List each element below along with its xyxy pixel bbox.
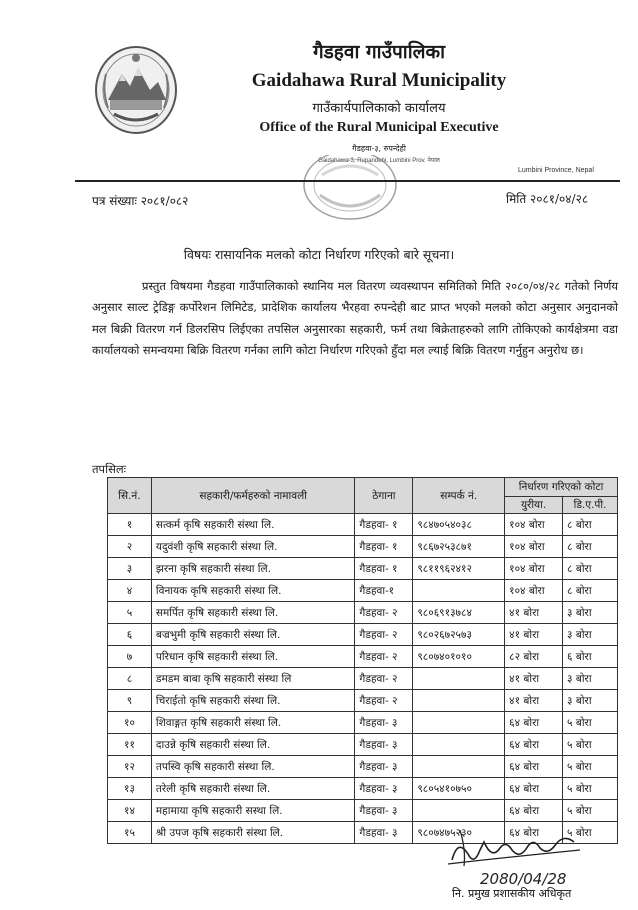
cell-urea: ६४ बोरा — [505, 712, 563, 734]
table-row — [108, 602, 618, 624]
table-row — [108, 668, 618, 690]
cell-contact: ९८११९६२४१२ — [413, 558, 505, 580]
cell-name: श्री उपज कृषि सहकारी संस्था लि. — [151, 822, 355, 844]
table-row — [108, 536, 618, 558]
cell-contact — [413, 690, 505, 712]
cell-contact: ९८४७०५४०३८ — [413, 514, 505, 536]
cell-sn: ६ — [108, 624, 152, 646]
cell-urea: १०४ बोरा — [505, 514, 563, 536]
province-label: Lumbini Province, Nepal — [518, 167, 594, 174]
table-body — [108, 514, 618, 844]
cell-urea: ६४ बोरा — [505, 800, 563, 822]
cell-contact: ९८०७४०१०१० — [413, 646, 505, 668]
cell-dap: ५ बोरा — [563, 734, 618, 756]
cell-urea: ४१ बोरा — [505, 602, 563, 624]
cell-urea: १०४ बोरा — [505, 536, 563, 558]
cell-urea: १०४ बोरा — [505, 580, 563, 602]
cell-sn: १४ — [108, 800, 152, 822]
cell-name: परिधान कृषि सहकारी संस्था लि. — [151, 646, 355, 668]
cell-name: तपस्वि कृषि सहकारी संस्था लि. — [151, 756, 355, 778]
cell-dap: ३ बोरा — [563, 690, 618, 712]
cell-address: गैडहवा- १ — [355, 536, 413, 558]
cell-address: गैडहवा- २ — [355, 602, 413, 624]
cell-name: यदुवंशी कृषि सहकारी संस्था लि. — [151, 536, 355, 558]
cell-name: विनायक कृषि सहकारी संस्था लि. — [151, 580, 355, 602]
cell-name: डमडम बाबा कृषि सहकारी संस्था लि — [151, 668, 355, 690]
signature-date-text: 2080/04/28 — [480, 870, 567, 888]
table-row — [108, 756, 618, 778]
header-contact: सम्पर्क नं. — [413, 478, 505, 514]
cell-dap: ८ बोरा — [563, 580, 618, 602]
header-name: सहकारी/फर्महरुको नामावली — [151, 478, 355, 514]
subject-line: विषयः रासायनिक मलको कोटा निर्धारण गरिएको बारे सूचना। — [183, 247, 455, 262]
address-english: Gaidahawa-3, Rupandehi, Lumbini Prov. नेपाल — [318, 158, 440, 164]
cell-contact — [413, 668, 505, 690]
header-sn: सि.नं. — [108, 478, 152, 514]
cell-address: गैडहवा- २ — [355, 668, 413, 690]
cell-dap: ८ बोरा — [563, 514, 618, 536]
cell-urea: ६४ बोरा — [505, 734, 563, 756]
cell-dap: ३ बोरा — [563, 624, 618, 646]
table-row — [108, 580, 618, 602]
table-row — [108, 778, 618, 800]
cell-dap: ३ बोरा — [563, 602, 618, 624]
cell-contact — [413, 712, 505, 734]
cell-sn: ८ — [108, 668, 152, 690]
cell-contact: ९८०६९१३७८४ — [413, 602, 505, 624]
cell-name: तरेली कृषि सहकारी संस्था लि. — [151, 778, 355, 800]
cell-dap: ६ बोरा — [563, 646, 618, 668]
cell-dap: ५ बोरा — [563, 800, 618, 822]
cell-name: चिराईतो कृषि सहकारी संस्था लि. — [151, 690, 355, 712]
cell-urea: ४१ बोरा — [505, 690, 563, 712]
cell-name: बज्रभुमी कृषि सहकारी संस्था लि. — [151, 624, 355, 646]
header-quota: निर्धारण गरिएको कोटा — [505, 478, 618, 497]
cell-contact — [413, 580, 505, 602]
cell-contact: ९८०२६७२५७३ — [413, 624, 505, 646]
office-stamp-icon — [300, 155, 400, 225]
cell-sn: ३ — [108, 558, 152, 580]
cell-sn: १ — [108, 514, 152, 536]
table-row — [108, 734, 618, 756]
cell-sn: ११ — [108, 734, 152, 756]
body-paragraph: प्रस्तुत विषयमा गैडहवा गाउँपालिकाको स्थानिय मल वितरण व्यवस्थापन समितिको मिति २०८०/०४/२८ गतेको निर्णय अनुसार साल्ट ट्रेडिङ्ग कर्पोरेशन लिमिटेड, प्रादेशिक कार्यालय भैरहवा रुपन्देही बाट प्राप्त भएको मलको कोटा अनुसार अनुदानको मल बिक्री वितरण गर्न डिलरसिप लिईएका तपसिल अनुसारका सहकारी, फर्म तथा बिक्रेताहरुको लागि तोकिएको कार्यक्षेत्रमा वडा कार्यालयको समन्वयमा बिक्रि वितरण गर्नका लागि कोटा निर्धारण गरिएको हुँदा मल ल्याई बिक्रि वितरण गर्नुहुन अनुरोध छ। — [92, 279, 618, 358]
cell-urea: १०४ बोरा — [505, 558, 563, 580]
cell-contact — [413, 756, 505, 778]
cell-name: झरना कृषि सहकारी संस्था लि. — [151, 558, 355, 580]
cell-sn: ७ — [108, 646, 152, 668]
cell-contact: ९८०७४७५२३० — [413, 822, 505, 844]
table-row — [108, 558, 618, 580]
header-divider — [75, 180, 620, 182]
address-nepali: गैडहवा-३, रुपन्देही — [352, 144, 406, 153]
signatory-title: नि. प्रमुख प्रशासकीय अधिकृत — [452, 887, 572, 900]
signature-icon — [440, 820, 610, 890]
cell-name: महामाया कृषि सहकारी सस्था लि. — [151, 800, 355, 822]
letter-date: मिति २०८१/०४/२८ — [506, 192, 589, 206]
cell-sn: २ — [108, 536, 152, 558]
cell-sn: ५ — [108, 602, 152, 624]
table-row — [108, 712, 618, 734]
cell-address: गैडहवा- ३ — [355, 778, 413, 800]
municipality-name-english: Gaidahawa Rural Municipality — [251, 70, 507, 91]
cell-sn: ४ — [108, 580, 152, 602]
header-address: ठेगाना — [355, 478, 413, 514]
table-row — [108, 624, 618, 646]
table-row — [108, 514, 618, 536]
header-dap: डि.ए.पी. — [563, 497, 618, 514]
cell-address: गैडहवा- ३ — [355, 712, 413, 734]
letter-number: पत्र संख्याः २०८१/०८२ — [92, 194, 189, 208]
header-urea: युरीया. — [505, 497, 563, 514]
cell-contact: ९८०५४१०७५० — [413, 778, 505, 800]
cell-address: गैडहवा- २ — [355, 624, 413, 646]
cell-name: दाउन्ने कृषि सहकारी संस्था लि. — [151, 734, 355, 756]
cell-address: गैडहवा- २ — [355, 690, 413, 712]
cell-address: गैडहवा- ३ — [355, 822, 413, 844]
cell-dap: ५ बोरा — [563, 712, 618, 734]
cell-name: शिवाङ्गत कृषि सहकारी संस्था लि. — [151, 712, 355, 734]
cell-sn: १० — [108, 712, 152, 734]
cell-address: गैडहवा- ३ — [355, 800, 413, 822]
cell-urea: ६४ बोरा — [505, 778, 563, 800]
cell-name: सत्कर्म कृषि सहकारी संस्था लि. — [151, 514, 355, 536]
cell-address: गैडहवा- ३ — [355, 734, 413, 756]
office-name-english: Office of the Rural Municipal Executive — [259, 120, 499, 135]
table-row — [108, 690, 618, 712]
quota-table — [107, 477, 618, 844]
cell-sn: १५ — [108, 822, 152, 844]
cell-address: गैडहवा- १ — [355, 514, 413, 536]
cell-name: समर्पित कृषि सहकारी संस्था लि. — [151, 602, 355, 624]
cell-sn: १३ — [108, 778, 152, 800]
cell-address: गैडहवा- ३ — [355, 756, 413, 778]
cell-urea: ८२ बोरा — [505, 646, 563, 668]
cell-address: गैडहवा- १ — [355, 558, 413, 580]
cell-address: गैडहवा- २ — [355, 646, 413, 668]
office-name-nepali: गाउँकार्यपालिकाको कार्यालय — [312, 101, 446, 116]
cell-sn: ९ — [108, 690, 152, 712]
cell-contact — [413, 800, 505, 822]
table-row — [108, 646, 618, 668]
cell-address: गैडहवा-१ — [355, 580, 413, 602]
cell-contact: ९८६७२५३८७१ — [413, 536, 505, 558]
cell-dap: ८ बोरा — [563, 536, 618, 558]
cell-dap: ५ बोरा — [563, 756, 618, 778]
cell-urea: ६४ बोरा — [505, 756, 563, 778]
cell-dap: ५ बोरा — [563, 822, 618, 844]
municipality-name-nepali: गैडहवा गाउँपालिका — [312, 41, 446, 63]
cell-dap: ५ बोरा — [563, 778, 618, 800]
table-row — [108, 800, 618, 822]
cell-contact — [413, 734, 505, 756]
cell-urea: ४१ बोरा — [505, 668, 563, 690]
details-label: तपसिलः — [92, 462, 126, 476]
cell-urea: ६४ बोरा — [505, 822, 563, 844]
cell-urea: ४१ बोरा — [505, 624, 563, 646]
cell-sn: १२ — [108, 756, 152, 778]
cell-dap: ३ बोरा — [563, 668, 618, 690]
cell-dap: ८ बोरा — [563, 558, 618, 580]
